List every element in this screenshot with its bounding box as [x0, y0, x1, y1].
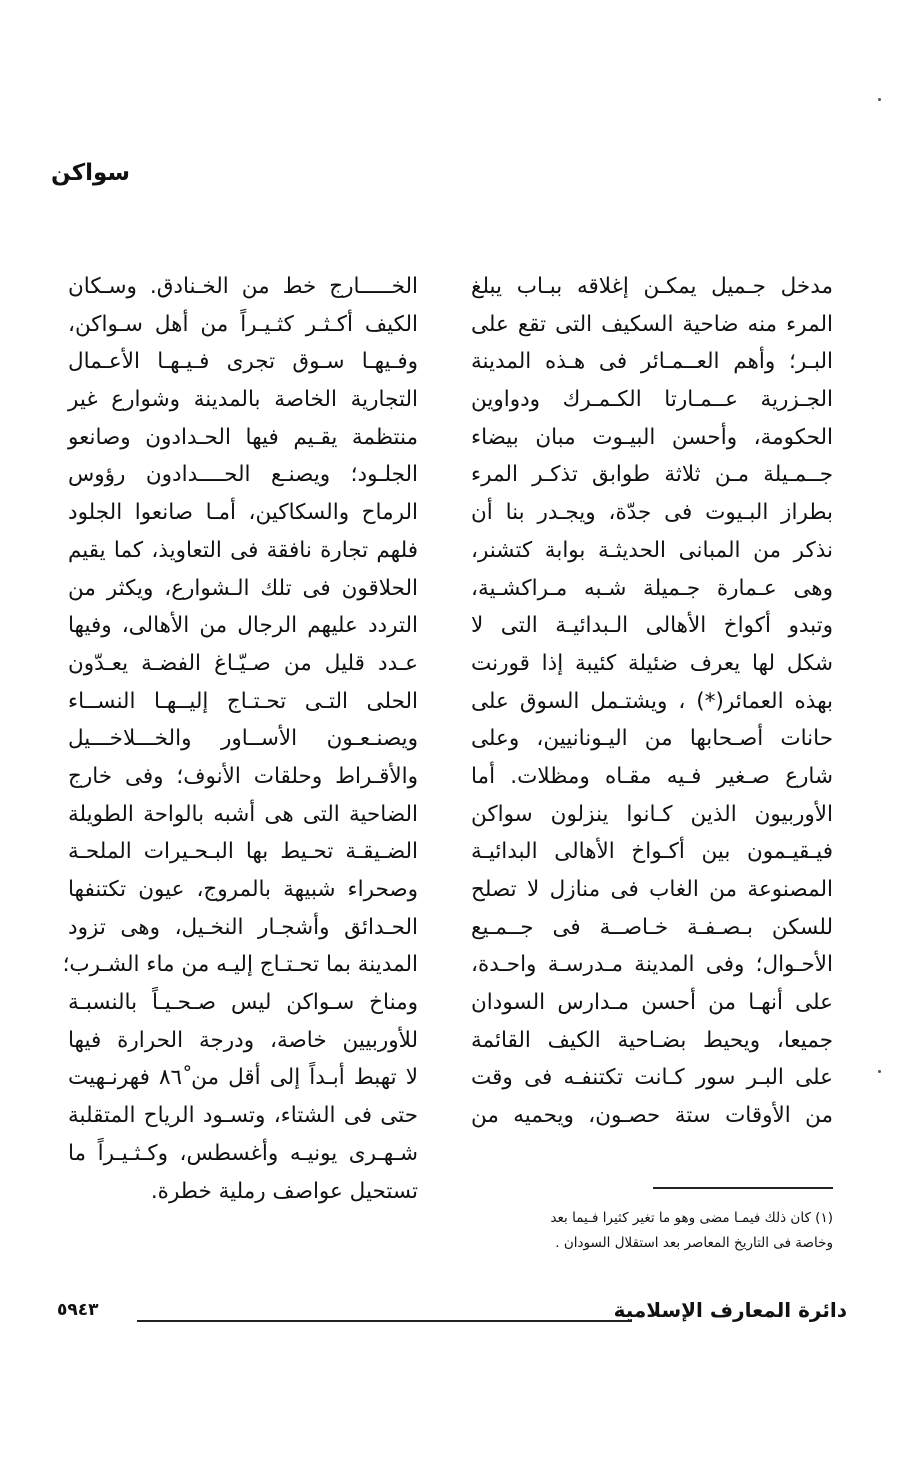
text-line: على البـر سور كـانت تكتنفـه فى وقت: [471, 1065, 833, 1091]
text-line: فيـقيـمون بين أكـواخ الأهالى البدائيـة: [471, 839, 833, 865]
text-line: حتى فى الشتاء، وتسـود الرياح المتقلبة: [68, 1103, 418, 1129]
text-line: الكيف أكـثـر كثـيـراً من أهل سـواكن،: [68, 311, 418, 337]
text-line: جميعا، ويحيط بضـاحية الكيف القائمة: [471, 1027, 833, 1053]
footnote-line: (١) كان ذلك فيمـا مضى وهو ما تغير كثيرا فـيما بعد: [550, 1210, 833, 1226]
text-line: الحكومة، وأحسن البيـوت مبان بيضاء: [471, 424, 833, 450]
text-line: الجـزرية عــمـارتا الكـمـرك ودواوين: [471, 387, 833, 413]
text-line: على أنهـا من أحسن مـدارس السودان: [471, 990, 833, 1016]
text-line: المدينة بما تحـتـاج إليـه من ماء الشـرب؛: [62, 952, 418, 978]
text-line: نذكر من المبانى الحديثـة بوابة كتشنر،: [471, 537, 833, 563]
text-line: فلهم تجارة نافقة فى التعاويذ، كما يقيم: [68, 537, 418, 563]
text-line: الحـدائق وأشجـار النخـيل، وهى تزود: [68, 914, 418, 940]
text-line: لا تهبط أبـداً إلى أقل من ٨٦ْ فهرنـهيت: [68, 1065, 418, 1091]
text-column-left: [62, 268, 418, 1210]
footnote-divider: [653, 1187, 833, 1189]
footer-title: دائرة المعارف الإسلامية: [613, 1298, 847, 1322]
text-line: الخـــــارج خط من الخـنادق. وسـكان: [68, 274, 418, 299]
text-line: الرماح والسكاكين، أمـا صانعوا الجلود: [68, 500, 418, 526]
text-line: التردد عليهم الرجال من الأهالى، وفيها: [68, 613, 418, 639]
page-number: ٥٩٤٣: [57, 1300, 99, 1320]
text-line: وصحراء شبيهة بالمروج، عيون تكتنفها: [68, 877, 418, 902]
text-line: جــمـيلة مـن ثلاثة طوابق تذكـر المرء: [471, 462, 833, 488]
text-line: بهذه العمائر(*) ، ويشتـمل السوق على: [471, 688, 833, 714]
text-line: من الأوقات ستة حصـون، ويحميه من: [471, 1103, 833, 1129]
text-line: عـدد قليل من صـيّـاغ الفضـة يعـدّون: [68, 650, 418, 676]
text-line: المصنوعة من الغاب فى منازل لا تصلح: [471, 877, 833, 902]
text-line: الضاحية التى هى أشبه بالواحة الطويلة: [68, 801, 418, 827]
text-line: منتظمة يقـيم فيها الحـدادون وصانعو: [68, 424, 418, 450]
text-line: الأحـوال؛ وفى المدينة مـدرسـة واحـدة،: [471, 952, 833, 978]
text-line: تستحيل عواصف رملية خطرة.: [150, 1178, 418, 1204]
text-line: الحلاقون فى تلك الـشوارع، ويكثر من: [68, 575, 418, 601]
text-line: شكل لها يعرف ضئيلة كئيبة إذا قورنت: [471, 650, 833, 676]
text-line: الضـيقـة تحـيط بها البـحـيرات الملحـة: [68, 839, 418, 865]
text-line: البـر؛ وأهم العــمـائر فى هـذه المدينة: [471, 349, 833, 375]
text-line: وتبدو أكواخ الأهالى الـبدائيـة التى لا: [471, 613, 833, 639]
scan-speck: [878, 1070, 881, 1073]
scan-speck: [878, 98, 881, 101]
text-line: الجلـود؛ ويصنـع الحــــدادون رؤوس: [68, 462, 418, 488]
text-line: شـهـرى يونيـه وأغسطس، وكـثـيـراً ما: [68, 1140, 418, 1166]
page-footer: [57, 1298, 847, 1330]
text-line: للسكن بـصـفـة خـاصــة فى جــمـيع: [471, 914, 833, 940]
text-line: ويصنـعـون الأســاور والخـــلاخـــيل: [68, 726, 418, 752]
text-line: حانات أصـحابها من اليـونانيين، وعلى: [471, 726, 833, 752]
footnote-line: وخاصة فى التاريخ المعاصر بعد استقلال السودان .: [555, 1235, 833, 1251]
text-line: والأقـراط وحلقات الأنوف؛ وفى خارج: [68, 763, 418, 789]
text-line: وفـيهـا سـوق تجرى فـيـهـا الأعـمال: [68, 349, 418, 375]
text-line: وهى عـمارة جـميلة شـبه مـراكشـية،: [471, 575, 833, 601]
text-line: الحلى التـى تحـتـاج إليــهـا النســاء: [68, 688, 418, 714]
running-head-title: سواكن: [51, 160, 130, 186]
text-line: شارع صـغير فـيه مقـاه ومظلات. أما: [471, 763, 833, 789]
footer-rule: [137, 1320, 632, 1322]
text-line: بطراز البـيوت فى جدّة، ويجـدر بنا أن: [471, 500, 833, 526]
text-line: مدخل جـميل يمكـن إغلاقه ببـاب يبلغ: [471, 274, 833, 299]
text-column-right: [471, 268, 833, 1135]
text-line: المرء منه ضاحية السكيف التى تقع على: [471, 311, 833, 337]
text-line: للأوربيين خاصة، ودرجة الحرارة فيها: [68, 1027, 418, 1053]
text-line: الأوربيون الذين كـانوا ينزلون سواكن: [471, 801, 833, 827]
text-line: التجارية الخاصة بالمدينة وشوارع غير: [68, 387, 418, 413]
footnote: [468, 1206, 833, 1256]
text-line: ومناخ سـواكن ليس صـحـيـاً بالنسبـة: [68, 990, 418, 1016]
